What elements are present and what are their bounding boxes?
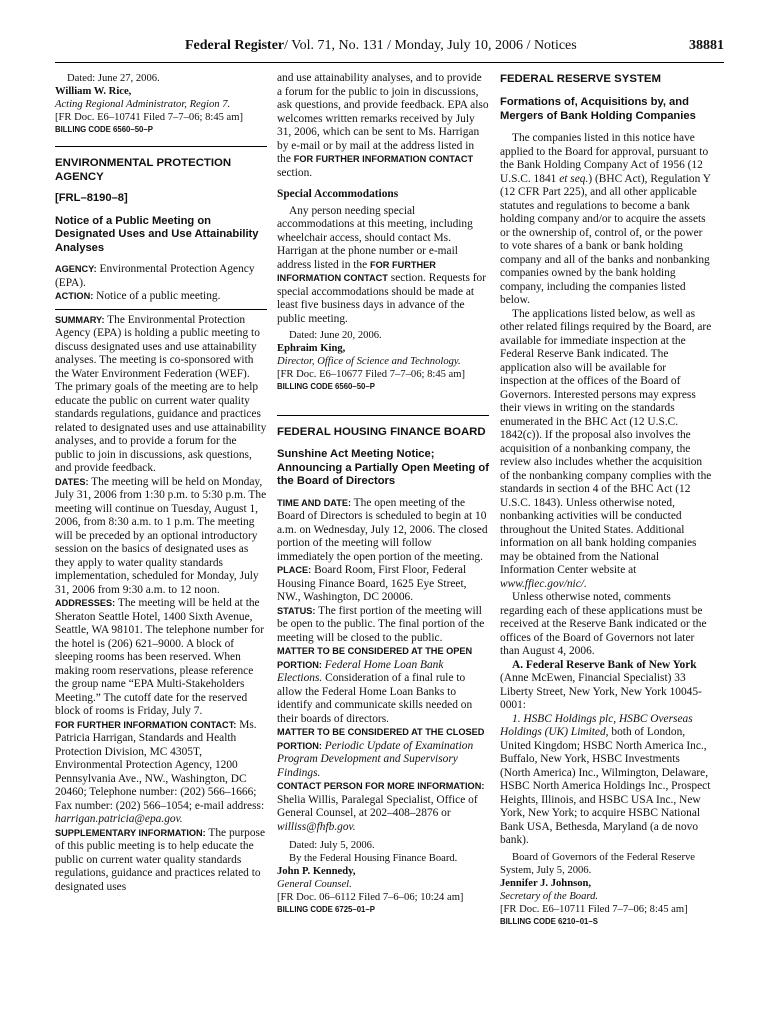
application-item: 1. HSBC Holdings plc, HSBC Overseas Holdings (UK) Limited, both of London, United Kingdom; HSBC North America Inc., Buffalo, New York, HSBC Investments (North America) Inc., Wilmington, Delaware, HSBC North America Holdings Inc., Prospect Heights, Illinois, and HSBC USA Inc., New York, New York; to acquire HSBC National Bank USA, Bethesda, Maryland (a de novo bank). bbox=[500, 712, 711, 846]
reserve-bank-paragraph: A. Federal Reserve Bank of New York (Anne McEwen, Financial Specialist) 33 Liberty Street, New York, New York 10045-0001: bbox=[500, 658, 702, 711]
column-3 bbox=[500, 72, 712, 928]
paragraph-3: Unless otherwise noted, comments regarding each of these applications must be received at the Reserve Bank indicated or the offices of the Board of Governors not later than August 4, 2006. bbox=[500, 591, 707, 657]
signer-title: Acting Regional Administrator, Region 7. bbox=[55, 99, 231, 110]
special-accommodations-heading: Special Accommodations bbox=[277, 188, 399, 200]
column-2 bbox=[277, 72, 489, 916]
agency-heading: FEDERAL HOUSING FINANCE BOARD bbox=[277, 426, 486, 438]
fr-doc-line: [FR Doc. 06–6112 Filed 7–6–06; 10:24 am] bbox=[277, 892, 464, 903]
billing-code: BILLING CODE 6560–50–P bbox=[55, 125, 153, 134]
signer-title: Director, Office of Science and Technology. bbox=[277, 356, 461, 367]
signer-name: John P. Kennedy, bbox=[277, 866, 356, 877]
signer-name: William W. Rice, bbox=[55, 86, 132, 97]
dated-line: Dated: July 5, 2006. bbox=[289, 840, 375, 851]
fr-doc-line: [FR Doc. E6–10741 Filed 7–7–06; 8:45 am] bbox=[55, 112, 244, 123]
billing-code: BILLING CODE 6210–01–S bbox=[500, 916, 598, 926]
board-line: Board of Governors of the Federal Reserve System, July 5, 2006. bbox=[500, 851, 695, 876]
running-header bbox=[55, 38, 724, 60]
agency-heading: ENVIRONMENTAL PROTECTION AGENCY bbox=[55, 157, 232, 183]
paragraph-1: The companies listed in this notice have applied to the Board for approval, pursuant to the Bank Holding Company Act of 1956 (12 U.S.C. 1841 et seq.) (BHC Act), Regulation Y (12 CFR Part 225), and all other applicable statutes and regulations to become a bank holding company and/or to acquire the assets or the ownership of, control of, or the power to vote shares of a bank or bank holding company and all of the banks and nonbanking companies owned by the bank holding company, including the companies listed below. bbox=[500, 132, 711, 306]
time-and-date-field: TIME AND DATE: The open meeting of the Board of Directors is scheduled to begin at 10 a.m. on Wednesday, July 12, 2006. The closed portion of the meeting will follow immediately the open portion of the meeting. bbox=[277, 496, 488, 563]
agency-heading: FEDERAL RESERVE SYSTEM bbox=[500, 73, 661, 85]
agency-field: AGENCY: Environmental Protection Agency (EPA). bbox=[55, 263, 255, 289]
column-1 bbox=[55, 72, 267, 894]
by-line: By the Federal Housing Finance Board. bbox=[289, 853, 458, 864]
section-rule bbox=[55, 146, 267, 147]
signer-name: Ephraim King, bbox=[277, 343, 346, 354]
supplementary-field: SUPPLEMENTARY INFORMATION: The purpose of this public meeting is to help educate the public on current water quality standards regulations, guidance and practices related to designated uses bbox=[55, 826, 266, 893]
billing-code: BILLING CODE 6725–01–P bbox=[277, 905, 375, 914]
status-field: STATUS: The first portion of the meeting will be open to the public. The final portion of the meeting will be closed to the public. bbox=[277, 604, 485, 644]
dated-line: Dated: June 20, 2006. bbox=[289, 330, 382, 341]
summary-rule bbox=[55, 309, 267, 310]
billing-code: BILLING CODE 6560–50–P bbox=[277, 382, 375, 391]
dated-line: Dated: June 27, 2006. bbox=[67, 73, 160, 84]
special-accommodations-text: Any person needing special accommodations at this meeting, including wheelchair access, should contact Ms. Harrigan at the phone number or e-mail address listed in the FOR FURTHER INFORMATION CONTACT section. Requests for special accommodations should be made at least five business days in advance of the public meeting. bbox=[277, 204, 486, 325]
notice-subject: Formations of, Acquisitions by, and Mergers of Bank Holding Companies bbox=[500, 96, 696, 122]
fr-doc-line: [FR Doc. E6–10711 Filed 7–7–06; 8:45 am] bbox=[500, 903, 688, 915]
frl-number: [FRL–8190–8] bbox=[55, 192, 128, 204]
action-field: ACTION: Notice of a public meeting. bbox=[55, 290, 221, 302]
header-rule bbox=[55, 62, 724, 63]
dates-field: DATES: The meeting will be held on Monday, July 31, 2006 from 1:30 p.m. to 5:30 p.m. The meeting will continue on Tuesday, August 1, 2006, from 8:30 a.m. to 1 p.m. The meeting will be preceded by an optional introductory session on the basics of designated uses as they apply to water quality standards implementation, scheduled for Monday, July 31, 2006 from 9:30 a.m. to 12 noon. bbox=[55, 475, 267, 596]
section-rule bbox=[277, 415, 489, 416]
fr-doc-line: [FR Doc. E6–10677 Filed 7–7–06; 8:45 am] bbox=[277, 369, 466, 380]
page-number: 38881 bbox=[689, 38, 724, 53]
continued-paragraph: and use attainability analyses, and to provide a forum for the public to join in discussions, ask questions, and provide feedback. EPA also welcomes written remarks received by July 31, 2006, which can be sent to Ms. Harrigan by e-mail or by mail at the address listed in the FOR FURTHER INFORMATION CONTACT section. bbox=[277, 72, 489, 179]
notice-subject: Sunshine Act Meeting Notice; Announcing a Partially Open Meeting of the Board of Directors bbox=[277, 448, 489, 487]
signer-name: Jennifer J. Johnson, bbox=[500, 877, 592, 889]
contact-person-field: CONTACT PERSON FOR MORE INFORMATION: Shelia Willis, Paralegal Specialist, Office of General Counsel, at 202–408–2876 or williss@fhfb.gov. bbox=[277, 781, 485, 833]
header-citation: Federal Register/ Vol. 71, No. 131 / Monday, July 10, 2006 / Notices bbox=[185, 38, 577, 53]
open-portion-field: MATTER TO BE CONSIDERED AT THE OPEN PORTION: Federal Home Loan Bank Elections. Consideration of a final rule to allow the Federal Home Loan Banks to identify and communicate skills needed on their boards of directors. bbox=[277, 646, 473, 725]
contact-field: FOR FURTHER INFORMATION CONTACT: Ms. Patricia Harrigan, Standards and Health Protection Division, MC 4305T, Environmental Protection Agency, 1200 Pennsylvania Ave., NW., Washington, DC 20460; Telephone number: (202) 566–1666; Fax number: (202) 566–1054; e-mail address: harrigan.patricia@epa.gov. bbox=[55, 718, 265, 825]
addresses-field: ADDRESSES: The meeting will be held at the Sheraton Seattle Hotel, 1400 Sixth Avenue, Seattle, WA 98101. The telephone number for the hotel is (206) 621–9000. A block of sleeping rooms has been reserved. When making room reservations, please reference the group name “EPA Multi-Stakeholders Meeting.” The cutoff date for the reserved block of rooms is Friday, July 7. bbox=[55, 597, 264, 717]
closed-portion-field: MATTER TO BE CONSIDERED AT THE CLOSED PORTION: Periodic Update of Examination Program Development and Supervisory Findings. bbox=[277, 727, 485, 779]
place-field: PLACE: Board Room, First Floor, Federal Housing Finance Board, 1625 Eye Street, NW., Washington, DC 20006. bbox=[277, 564, 467, 603]
contact-email: harrigan.patricia@epa.gov. bbox=[55, 813, 183, 825]
signer-title: Secretary of the Board. bbox=[500, 890, 599, 902]
paragraph-2: The applications listed below, as well as other related filings required by the Board, are available for immediate inspection at the Federal Reserve Bank indicated. The application also will be available for inspection at the offices of the Board of Governors. Interested persons may express their views in writing on the standards enumerated in the BHC Act (12 U.S.C. 1842(c)). If the proposal also involves the acquisition of a nonbanking company, the review also includes whether the acquisition of the nonbanking company complies with the standards in section 4 of the BHC Act (12 U.S.C. 1843). Unless otherwise noted, nonbanking activities will be conducted throughout the United States. Additional information on all bank holding companies may be obtained from the National Information Center website at www.ffiec.gov/nic/. bbox=[500, 307, 712, 590]
signer-title: General Counsel. bbox=[277, 879, 352, 890]
notice-subject: Notice of a Public Meeting on Designated Uses and Use Attainability Analyses bbox=[55, 214, 259, 254]
summary-field: SUMMARY: The Environmental Protection Agency (EPA) is holding a public meeting to discuss designated uses and use attainability analyses. The meeting is co-sponsored with the Water Environment Federation (WEF). The primary goals of the meeting are to help educate the public on current water quality standards regulations, guidance and practices related to designated uses and use attainability analyses, and to provide a forum for the public to join in discussions, ask questions, and provide feedback. bbox=[55, 313, 267, 474]
